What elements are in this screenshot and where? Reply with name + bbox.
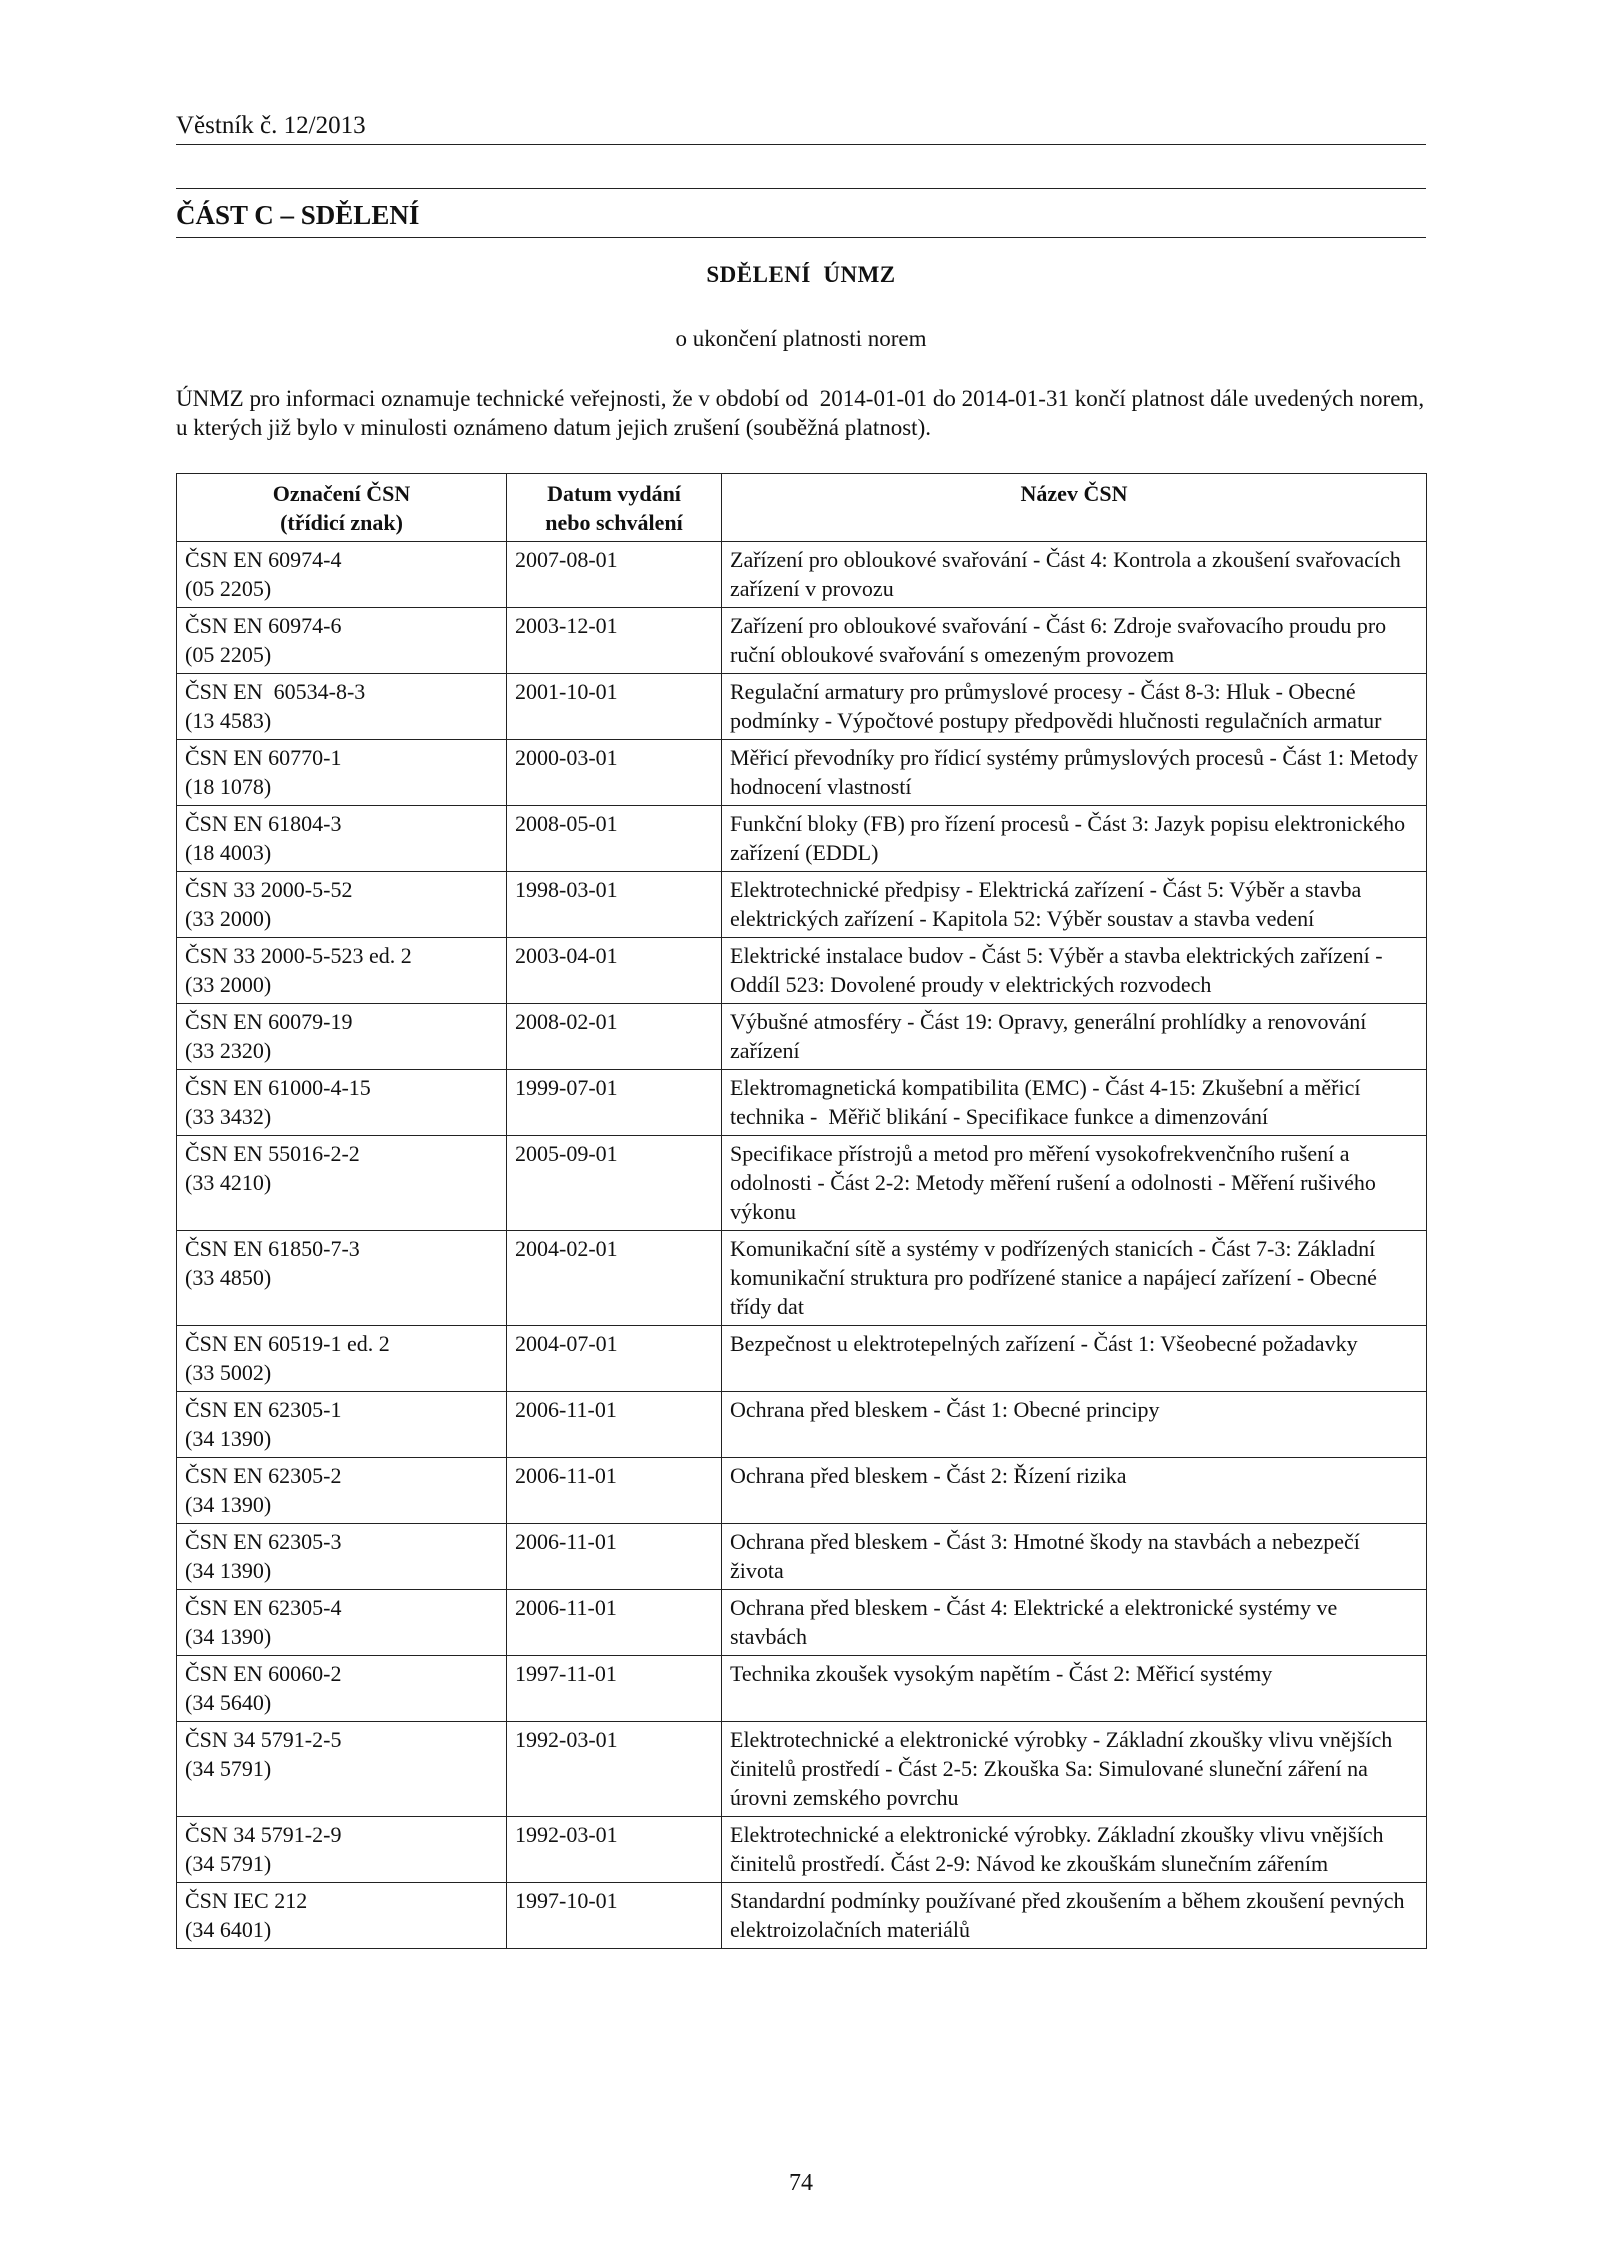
cell-name: Ochrana před bleskem - Část 1: Obecné principy <box>722 1392 1427 1458</box>
cell-date: 2006-11-01 <box>507 1590 722 1656</box>
cell-name: Zařízení pro obloukové svařování - Část 6: Zdroje svařovacího proudu pro ruční obloukové svařování s omezeným provozem <box>722 608 1427 674</box>
cell-code <box>177 938 507 1004</box>
journal-header: Věstník č. 12/2013 <box>176 112 366 139</box>
cell-code <box>177 1883 507 1949</box>
classification-mark: (33 2000) <box>185 906 272 931</box>
cell-date: 2006-11-01 <box>507 1458 722 1524</box>
standard-code: ČSN EN 60974-4 <box>185 547 342 572</box>
cell-date: 2001-10-01 <box>507 674 722 740</box>
cell-code <box>177 1392 507 1458</box>
table-row <box>177 542 1427 608</box>
notice-subtitle: o ukončení platnosti norem <box>675 326 927 351</box>
cell-code <box>177 740 507 806</box>
classification-mark: (33 2320) <box>185 1038 272 1063</box>
cell-code <box>177 542 507 608</box>
classification-mark: (34 1390) <box>185 1624 272 1649</box>
cell-date: 2000-03-01 <box>507 740 722 806</box>
standard-code: ČSN EN 61804-3 <box>185 811 342 836</box>
table-body <box>177 542 1427 1949</box>
cell-name: Měřicí převodníky pro řídicí systémy průmyslových procesů - Část 1: Metody hodnocení vlastností <box>722 740 1427 806</box>
cell-name: Výbušné atmosféry - Část 19: Opravy, generální prohlídky a renovování zařízení <box>722 1004 1427 1070</box>
cell-date: 2003-12-01 <box>507 608 722 674</box>
cell-date: 2003-04-01 <box>507 938 722 1004</box>
standard-code: ČSN EN 55016-2-2 <box>185 1141 360 1166</box>
standard-code: ČSN EN 60079-19 <box>185 1009 353 1034</box>
table-row <box>177 1326 1427 1392</box>
classification-mark: (33 4210) <box>185 1170 272 1195</box>
section-rule-bottom <box>176 237 1426 238</box>
cell-code <box>177 1722 507 1817</box>
classification-mark: (33 5002) <box>185 1360 272 1385</box>
cell-code <box>177 1590 507 1656</box>
classification-mark: (18 4003) <box>185 840 272 865</box>
cell-date: 1998-03-01 <box>507 872 722 938</box>
standard-code: ČSN EN 60060-2 <box>185 1661 342 1686</box>
cell-date: 2006-11-01 <box>507 1392 722 1458</box>
cell-date: 1997-10-01 <box>507 1883 722 1949</box>
table-row <box>177 1524 1427 1590</box>
cell-code <box>177 1524 507 1590</box>
classification-mark: (05 2205) <box>185 576 272 601</box>
cell-code <box>177 872 507 938</box>
classification-mark: (34 5640) <box>185 1690 272 1715</box>
cell-date: 1992-03-01 <box>507 1722 722 1817</box>
table-row <box>177 1817 1427 1883</box>
cell-date: 2007-08-01 <box>507 542 722 608</box>
cell-name: Regulační armatury pro průmyslové procesy - Část 8-3: Hluk - Obecné podmínky - Výpočtové postupy předpovědi hlučnosti regulačních armatur <box>722 674 1427 740</box>
cell-date: 2008-05-01 <box>507 806 722 872</box>
cell-code <box>177 1231 507 1326</box>
table-row <box>177 608 1427 674</box>
column-header-code <box>177 474 507 542</box>
classification-mark: (05 2205) <box>185 642 272 667</box>
standard-code: ČSN EN 60519-1 ed. 2 <box>185 1331 390 1356</box>
column-header-date <box>507 474 722 542</box>
cell-date: 1999-07-01 <box>507 1070 722 1136</box>
table-header-row <box>177 474 1427 542</box>
cell-code <box>177 1817 507 1883</box>
cell-code <box>177 1458 507 1524</box>
notice-title: SDĚLENÍ ÚNMZ <box>706 262 896 287</box>
standard-code: ČSN EN 60770-1 <box>185 745 342 770</box>
classification-mark: (33 3432) <box>185 1104 272 1129</box>
standards-table <box>176 473 1427 1949</box>
cell-name: Elektromagnetická kompatibilita (EMC) - Část 4-15: Zkušební a měřicí technika - Měřič blikání - Specifikace funkce a dimenzování <box>722 1070 1427 1136</box>
cell-date: 2006-11-01 <box>507 1524 722 1590</box>
cell-name: Ochrana před bleskem - Část 2: Řízení rizika <box>722 1458 1427 1524</box>
table-row <box>177 1392 1427 1458</box>
classification-mark: (34 5791) <box>185 1851 272 1876</box>
classification-mark: (18 1078) <box>185 774 272 799</box>
table-row <box>177 1883 1427 1949</box>
page-number: 74 <box>789 2170 813 2196</box>
section-title: ČÁST C – SDĚLENÍ <box>176 200 420 230</box>
standard-code: ČSN 34 5791-2-9 <box>185 1822 342 1847</box>
cell-name: Zařízení pro obloukové svařování - Část 4: Kontrola a zkoušení svařovacích zařízení v provozu <box>722 542 1427 608</box>
cell-name: Elektrotechnické předpisy - Elektrická zařízení - Část 5: Výběr a stavba elektrických zařízení - Kapitola 52: Výběr soustav a stavba vedení <box>722 872 1427 938</box>
table-row <box>177 1231 1427 1326</box>
classification-mark: (34 5791) <box>185 1756 272 1781</box>
cell-code <box>177 1326 507 1392</box>
cell-code <box>177 1656 507 1722</box>
standard-code: ČSN EN 62305-3 <box>185 1529 342 1554</box>
standard-code: ČSN EN 61850-7-3 <box>185 1236 360 1261</box>
header-date-line2: nebo schválení <box>545 510 683 535</box>
standard-code: ČSN EN 62305-1 <box>185 1397 342 1422</box>
header-date-line1: Datum vydání <box>547 481 681 506</box>
table-row <box>177 872 1427 938</box>
table-row <box>177 1458 1427 1524</box>
table-row <box>177 1070 1427 1136</box>
header-code-line2: (třídicí znak) <box>280 510 403 535</box>
cell-date: 2004-07-01 <box>507 1326 722 1392</box>
cell-date: 2005-09-01 <box>507 1136 722 1231</box>
cell-date: 1997-11-01 <box>507 1656 722 1722</box>
cell-name: Elektrické instalace budov - Část 5: Výběr a stavba elektrických zařízení - Oddíl 523: Dovolené proudy v elektrických rozvodech <box>722 938 1427 1004</box>
table-row <box>177 1004 1427 1070</box>
table-row <box>177 1136 1427 1231</box>
classification-mark: (34 1390) <box>185 1426 272 1451</box>
cell-code <box>177 1004 507 1070</box>
cell-name: Ochrana před bleskem - Část 3: Hmotné škody na stavbách a nebezpečí života <box>722 1524 1427 1590</box>
cell-name: Ochrana před bleskem - Část 4: Elektrické a elektronické systémy ve stavbách <box>722 1590 1427 1656</box>
section-rule-top <box>176 188 1426 189</box>
standard-code: ČSN EN 62305-2 <box>185 1463 342 1488</box>
cell-date: 2008-02-01 <box>507 1004 722 1070</box>
column-header-name: Název ČSN <box>722 474 1427 542</box>
classification-mark: (34 1390) <box>185 1492 272 1517</box>
cell-name: Standardní podmínky používané před zkoušením a během zkoušení pevných elektroizolačních materiálů <box>722 1883 1427 1949</box>
table-row <box>177 740 1427 806</box>
table-row <box>177 1722 1427 1817</box>
intro-paragraph: ÚNMZ pro informaci oznamuje technické veřejnosti, že v období od 2014-01-01 do 2014-01-31 končí platnost dále uvedených norem, u kterých již bylo v minulosti oznámeno datum jejich zrušení (souběžná platnost). <box>176 386 1430 440</box>
cell-name: Komunikační sítě a systémy v podřízených stanicích - Část 7-3: Základní komunikační struktura pro podřízené stanice a napájecí zařízení - Obecné třídy dat <box>722 1231 1427 1326</box>
cell-name: Technika zkoušek vysokým napětím - Část 2: Měřicí systémy <box>722 1656 1427 1722</box>
standard-code: ČSN EN 60534-8-3 <box>185 679 366 704</box>
cell-code <box>177 806 507 872</box>
cell-date: 1992-03-01 <box>507 1817 722 1883</box>
cell-code <box>177 608 507 674</box>
table-row <box>177 806 1427 872</box>
cell-name: Funkční bloky (FB) pro řízení procesů - Část 3: Jazyk popisu elektronického zařízení (EDDL) <box>722 806 1427 872</box>
classification-mark: (34 1390) <box>185 1558 272 1583</box>
standard-code: ČSN IEC 212 <box>185 1888 308 1913</box>
standard-code: ČSN EN 62305-4 <box>185 1595 342 1620</box>
standard-code: ČSN 33 2000-5-52 <box>185 877 353 902</box>
cell-code <box>177 674 507 740</box>
header-rule <box>176 144 1426 145</box>
classification-mark: (34 6401) <box>185 1917 272 1942</box>
header-code-line1: Označení ČSN <box>272 481 411 506</box>
table-row <box>177 1656 1427 1722</box>
table-row <box>177 938 1427 1004</box>
standard-code: ČSN EN 60974-6 <box>185 613 342 638</box>
classification-mark: (13 4583) <box>185 708 272 733</box>
classification-mark: (33 2000) <box>185 972 272 997</box>
classification-mark: (33 4850) <box>185 1265 272 1290</box>
cell-name: Specifikace přístrojů a metod pro měření vysokofrekvenčního rušení a odolnosti - Část 2-2: Metody měření rušení a odolnosti - Měření rušivého výkonu <box>722 1136 1427 1231</box>
standard-code: ČSN EN 61000-4-15 <box>185 1075 371 1100</box>
cell-code <box>177 1136 507 1231</box>
cell-code <box>177 1070 507 1136</box>
cell-name: Elektrotechnické a elektronické výrobky. Základní zkoušky vlivu vnějších činitelů prostředí. Část 2-9: Návod ke zkouškám slunečním zářením <box>722 1817 1427 1883</box>
standard-code: ČSN 33 2000-5-523 ed. 2 <box>185 943 412 968</box>
table-row <box>177 674 1427 740</box>
standard-code: ČSN 34 5791-2-5 <box>185 1727 342 1752</box>
cell-date: 2004-02-01 <box>507 1231 722 1326</box>
table-row <box>177 1590 1427 1656</box>
cell-name: Elektrotechnické a elektronické výrobky - Základní zkoušky vlivu vnějších činitelů prostředí - Část 2-5: Zkouška Sa: Simulované sluneční záření na úrovni zemského povrchu <box>722 1722 1427 1817</box>
cell-name: Bezpečnost u elektrotepelných zařízení - Část 1: Všeobecné požadavky <box>722 1326 1427 1392</box>
